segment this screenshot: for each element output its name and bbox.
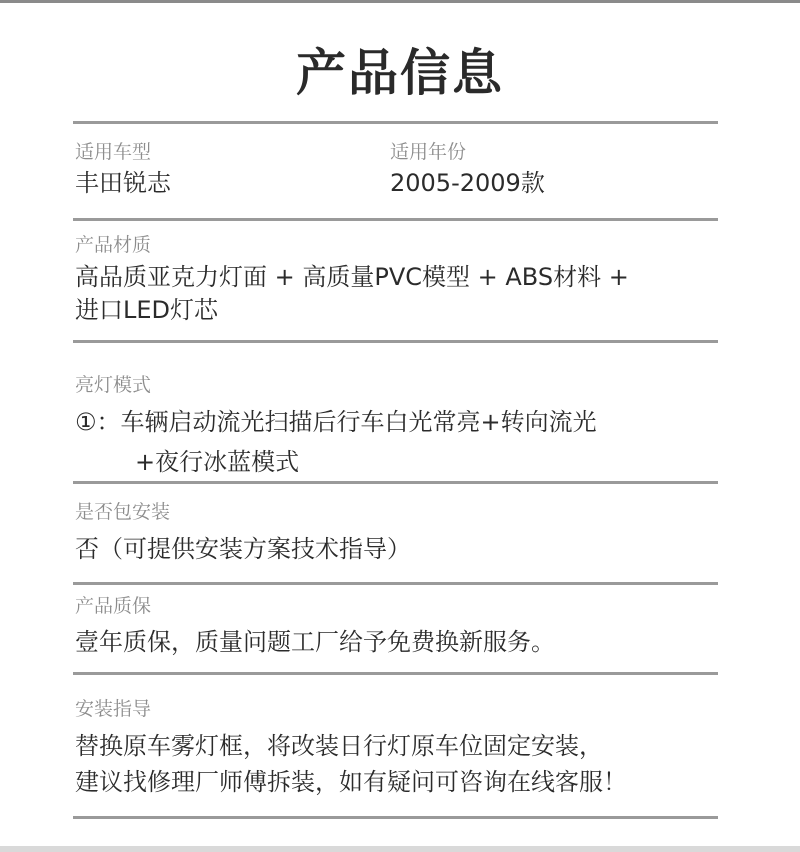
model-value: 丰田锐志 (75, 169, 171, 197)
divider (73, 481, 718, 484)
material-value-line-1: 高品质亚克力灯面 + 高质量PVC模型 + ABS材料 + (75, 263, 629, 291)
installation-included-value: 否（可提供安装方案技术指导） (75, 535, 411, 563)
install-guide-value-line-1: 替换原车雾灯框，将改装日行灯原车位固定安装， (75, 732, 603, 760)
top-rule (0, 0, 800, 3)
divider (73, 340, 718, 343)
light-mode-value-line-2: +夜行冰蓝模式 (135, 448, 300, 476)
divider (73, 672, 718, 675)
material-value-line-2: 进口LED灯芯 (75, 296, 219, 324)
install-guide-label: 安装指导 (75, 698, 152, 720)
warranty-value: 壹年质保，质量问题工厂给予免费换新服务。 (75, 628, 555, 656)
divider (73, 816, 718, 819)
material-label: 产品材质 (75, 234, 152, 256)
light-mode-label: 亮灯模式 (75, 374, 152, 396)
warranty-label: 产品质保 (75, 595, 152, 617)
page-title: 产品信息 (296, 44, 504, 102)
year-label: 适用年份 (390, 141, 467, 163)
install-guide-value-line-2: 建议找修理厂师傅拆装，如有疑问可咨询在线客服！ (75, 768, 627, 796)
divider (73, 121, 718, 124)
divider (73, 218, 718, 221)
model-label: 适用车型 (75, 141, 152, 163)
year-value: 2005-2009款 (390, 169, 545, 197)
divider (73, 582, 718, 585)
light-mode-value-line-1: ①：车辆启动流光扫描后行车白光常亮+转向流光 (75, 408, 597, 436)
bottom-rule (0, 846, 800, 852)
installation-included-label: 是否包安装 (75, 501, 171, 523)
